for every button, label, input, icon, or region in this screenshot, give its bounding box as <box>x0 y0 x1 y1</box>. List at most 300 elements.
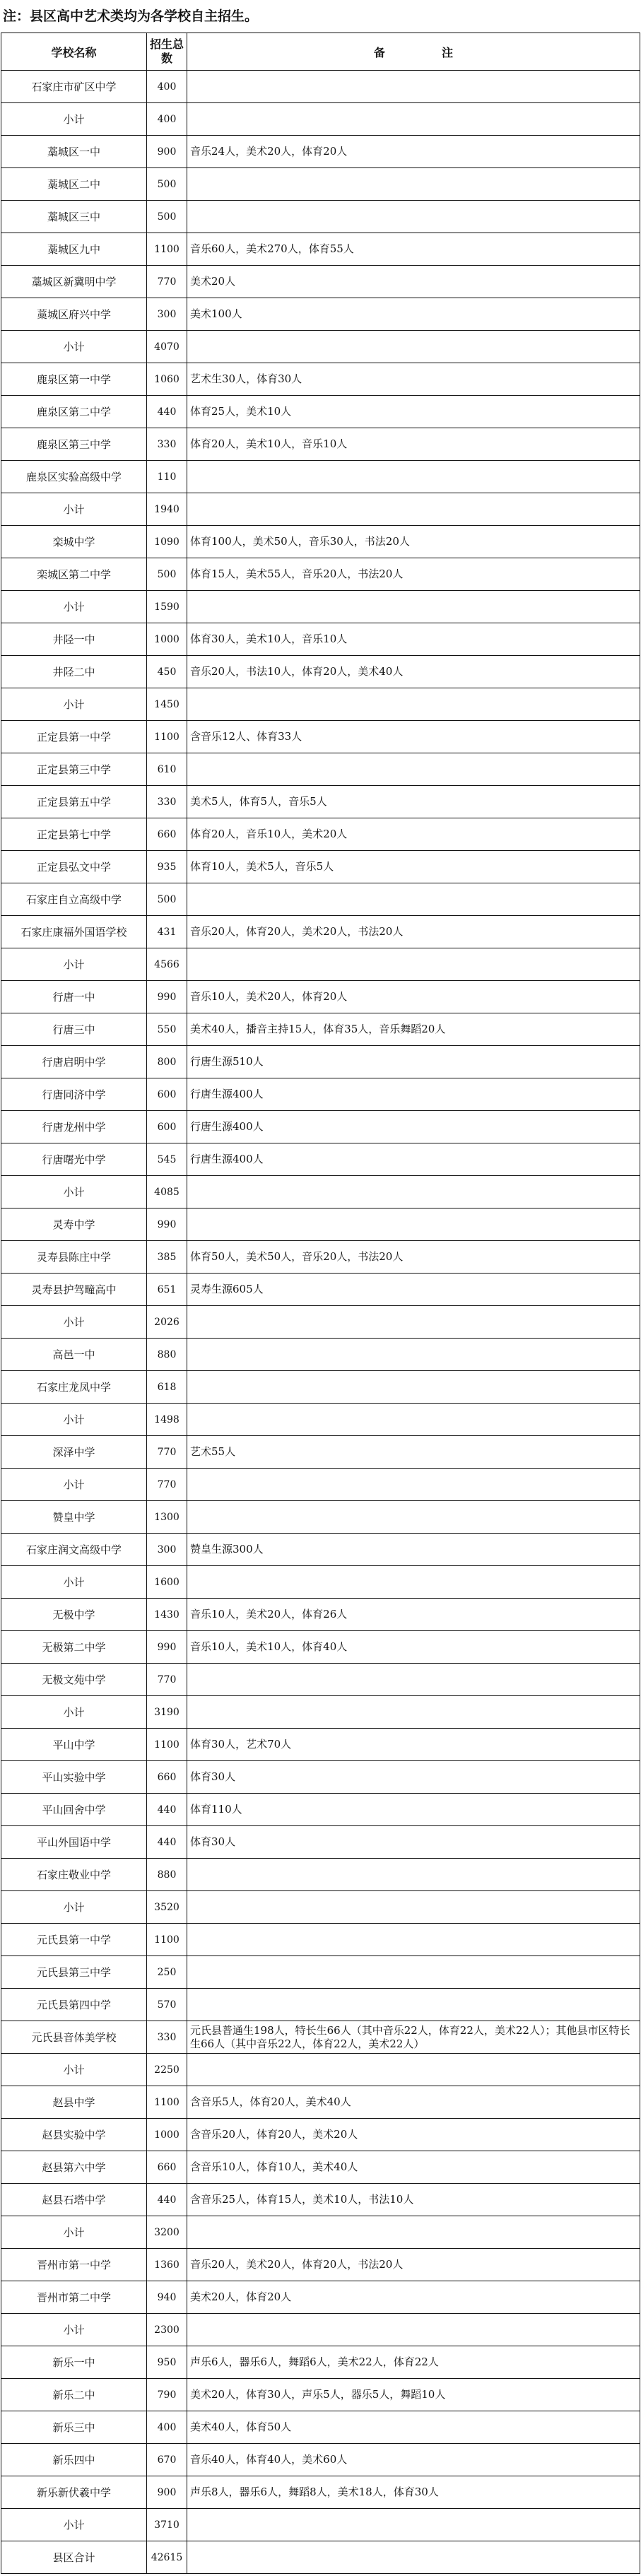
table-row <box>1 461 640 493</box>
remark-cell <box>187 1306 640 1339</box>
school-name-cell: 赵县实验中学 <box>1 2119 147 2151</box>
total-cell: 660 <box>147 2151 187 2184</box>
total-cell: 880 <box>147 1859 187 1891</box>
total-cell: 1100 <box>147 721 187 753</box>
remark-cell <box>187 688 640 721</box>
remark-cell: 行唐生源510人 <box>187 1046 640 1078</box>
school-name-cell: 行唐一中 <box>1 981 147 1013</box>
total-cell: 450 <box>147 656 187 688</box>
table-row <box>1 428 640 461</box>
remark-cell <box>187 1501 640 1534</box>
total-cell: 110 <box>147 461 187 493</box>
school-name-cell: 县区合计 <box>1 2541 147 2574</box>
total-cell: 500 <box>147 558 187 591</box>
total-cell: 670 <box>147 2444 187 2476</box>
table-row <box>1 2476 640 2509</box>
remark-cell: 含音乐10人，体育10人，美术40人 <box>187 2151 640 2184</box>
school-name-cell: 栾城中学 <box>1 526 147 558</box>
school-name-cell: 新乐一中 <box>1 2346 147 2379</box>
school-name-cell: 行唐启明中学 <box>1 1046 147 1078</box>
school-name-cell: 元氏县音体美学校 <box>1 2021 147 2054</box>
school-name-cell: 正定县第三中学 <box>1 753 147 786</box>
school-name-cell: 鹿泉区实验高级中学 <box>1 461 147 493</box>
total-cell: 300 <box>147 298 187 331</box>
total-cell: 500 <box>147 201 187 233</box>
table-row <box>1 201 640 233</box>
school-name-cell: 小计 <box>1 493 147 526</box>
enrollment-table <box>1 33 640 2574</box>
remark-cell <box>187 591 640 623</box>
school-name-cell: 元氏县第四中学 <box>1 1989 147 2021</box>
remark-cell: 含音乐20人，体育20人，美术20人 <box>187 2119 640 2151</box>
subtotal-row <box>1 493 640 526</box>
school-name-cell: 灵寿县陈庄中学 <box>1 1241 147 1274</box>
total-cell: 3520 <box>147 1891 187 1924</box>
table-row <box>1 883 640 916</box>
remark-cell: 艺术生30人，体育30人 <box>187 363 640 396</box>
table-row <box>1 1631 640 1664</box>
remark-cell: 体育10人，美术5人，音乐5人 <box>187 851 640 883</box>
remark-cell: 美术40人，体育50人 <box>187 2411 640 2444</box>
remark-cell: 音乐60人，美术270人，体育55人 <box>187 233 640 266</box>
school-name-cell: 深泽中学 <box>1 1436 147 1469</box>
total-cell: 400 <box>147 2411 187 2444</box>
subtotal-row <box>1 1176 640 1208</box>
remark-cell <box>187 71 640 103</box>
table-row <box>1 2281 640 2314</box>
remark-cell: 美术20人 <box>187 266 640 298</box>
remark-cell: 体育30人，艺术70人 <box>187 1729 640 1761</box>
table-row <box>1 233 640 266</box>
total-cell: 1000 <box>147 623 187 656</box>
total-cell: 42615 <box>147 2541 187 2574</box>
subtotal-row <box>1 103 640 136</box>
remark-cell: 美术40人，播音主持15人，体育35人，音乐舞蹈20人 <box>187 1013 640 1046</box>
table-row <box>1 1761 640 1794</box>
table-row <box>1 1664 640 1696</box>
school-name-cell: 行唐三中 <box>1 1013 147 1046</box>
total-cell: 250 <box>147 1956 187 1989</box>
school-name-cell: 小计 <box>1 1566 147 1599</box>
school-name-cell: 石家庄龙凤中学 <box>1 1371 147 1404</box>
remark-cell <box>187 1176 640 1208</box>
remark-cell <box>187 948 640 981</box>
school-name-cell: 正定县第七中学 <box>1 818 147 851</box>
remark-cell: 体育20人，美术10人，音乐10人 <box>187 428 640 461</box>
table-row <box>1 2021 640 2054</box>
total-cell: 550 <box>147 1013 187 1046</box>
school-name-cell: 赵县石塔中学 <box>1 2184 147 2216</box>
table-row <box>1 623 640 656</box>
total-cell: 1498 <box>147 1404 187 1436</box>
remark-cell: 行唐生源400人 <box>187 1111 640 1143</box>
school-name-cell: 小计 <box>1 331 147 363</box>
total-cell: 545 <box>147 1143 187 1176</box>
school-name-cell: 平山中学 <box>1 1729 147 1761</box>
remark-cell: 美术100人 <box>187 298 640 331</box>
school-name-cell: 新乐二中 <box>1 2379 147 2411</box>
table-row <box>1 1924 640 1956</box>
total-cell: 1940 <box>147 493 187 526</box>
subtotal-row <box>1 1566 640 1599</box>
table-row <box>1 1111 640 1143</box>
table-row <box>1 298 640 331</box>
school-name-cell: 行唐曙光中学 <box>1 1143 147 1176</box>
school-name-cell: 鹿泉区第一中学 <box>1 363 147 396</box>
header-school-name: 学校名称 <box>1 33 147 71</box>
school-name-cell: 高邑一中 <box>1 1339 147 1371</box>
subtotal-row <box>1 1404 640 1436</box>
table-row <box>1 363 640 396</box>
remark-cell: 声乐6人，器乐6人，舞蹈6人，美术22人，体育22人 <box>187 2346 640 2379</box>
subtotal-row <box>1 2216 640 2249</box>
total-cell: 570 <box>147 1989 187 2021</box>
table-row <box>1 1208 640 1241</box>
school-name-cell: 小计 <box>1 2314 147 2346</box>
school-name-cell: 石家庄康福外国语学校 <box>1 916 147 948</box>
total-cell: 900 <box>147 2476 187 2509</box>
table-row <box>1 1501 640 1534</box>
total-cell: 1600 <box>147 1566 187 1599</box>
total-cell: 940 <box>147 2281 187 2314</box>
remark-cell <box>187 1664 640 1696</box>
school-name-cell: 小计 <box>1 2216 147 2249</box>
remark-cell: 声乐8人，器乐6人，舞蹈8人，美术18人，体育30人 <box>187 2476 640 2509</box>
school-name-cell: 灵寿县护驾疃高中 <box>1 1274 147 1306</box>
school-name-cell: 小计 <box>1 1176 147 1208</box>
table-row <box>1 2119 640 2151</box>
school-name-cell: 小计 <box>1 591 147 623</box>
header-remark: 备 注 <box>187 33 640 71</box>
school-name-cell: 新乐新伏羲中学 <box>1 2476 147 2509</box>
remark-cell <box>187 2314 640 2346</box>
table-row <box>1 2151 640 2184</box>
subtotal-row <box>1 591 640 623</box>
table-row <box>1 1046 640 1078</box>
school-name-cell: 行唐同济中学 <box>1 1078 147 1111</box>
remark-cell: 音乐10人，美术20人，体育26人 <box>187 1599 640 1631</box>
table-row <box>1 1956 640 1989</box>
total-cell: 770 <box>147 1664 187 1696</box>
subtotal-row <box>1 331 640 363</box>
total-cell: 500 <box>147 168 187 201</box>
table-row <box>1 1599 640 1631</box>
remark-cell: 音乐40人，体育40人，美术60人 <box>187 2444 640 2476</box>
table-row <box>1 2249 640 2281</box>
table-row <box>1 1534 640 1566</box>
total-cell: 300 <box>147 1534 187 1566</box>
school-name-cell: 无极文苑中学 <box>1 1664 147 1696</box>
total-cell: 330 <box>147 428 187 461</box>
table-row <box>1 1371 640 1404</box>
total-cell: 400 <box>147 103 187 136</box>
total-cell: 660 <box>147 1761 187 1794</box>
table-row <box>1 818 640 851</box>
school-name-cell: 小计 <box>1 1696 147 1729</box>
total-cell: 500 <box>147 883 187 916</box>
remark-cell: 体育30人 <box>187 1761 640 1794</box>
total-cell: 770 <box>147 1436 187 1469</box>
remark-cell: 灵寿生源605人 <box>187 1274 640 1306</box>
remark-cell: 行唐生源400人 <box>187 1078 640 1111</box>
school-name-cell: 小计 <box>1 2509 147 2541</box>
table-row <box>1 1436 640 1469</box>
school-name-cell: 无极第二中学 <box>1 1631 147 1664</box>
table-row <box>1 1013 640 1046</box>
total-cell: 600 <box>147 1111 187 1143</box>
school-name-cell: 小计 <box>1 1469 147 1501</box>
table-row <box>1 786 640 818</box>
remark-cell: 含音乐5人，体育20人，美术40人 <box>187 2086 640 2119</box>
remark-cell: 艺术55人 <box>187 1436 640 1469</box>
remark-cell <box>187 1924 640 1956</box>
table-row <box>1 851 640 883</box>
subtotal-row <box>1 1696 640 1729</box>
remark-cell: 音乐20人，书法10人，体育20人，美术40人 <box>187 656 640 688</box>
total-cell: 1060 <box>147 363 187 396</box>
table-row <box>1 753 640 786</box>
table-row <box>1 2411 640 2444</box>
total-cell: 790 <box>147 2379 187 2411</box>
remark-cell: 音乐24人，美术20人，体育20人 <box>187 136 640 168</box>
table-row <box>1 721 640 753</box>
total-cell: 4070 <box>147 331 187 363</box>
school-name-cell: 新乐三中 <box>1 2411 147 2444</box>
total-cell: 2250 <box>147 2054 187 2086</box>
school-name-cell: 小计 <box>1 1306 147 1339</box>
remark-cell <box>187 1208 640 1241</box>
total-cell: 1100 <box>147 2086 187 2119</box>
total-cell: 1450 <box>147 688 187 721</box>
total-cell: 3200 <box>147 2216 187 2249</box>
remark-cell <box>187 2054 640 2086</box>
school-name-cell: 正定县第五中学 <box>1 786 147 818</box>
table-row <box>1 266 640 298</box>
school-name-cell: 小计 <box>1 948 147 981</box>
school-name-cell: 石家庄润文高级中学 <box>1 1534 147 1566</box>
school-name-cell: 藁城区新冀明中学 <box>1 266 147 298</box>
total-cell: 900 <box>147 136 187 168</box>
remark-cell <box>187 331 640 363</box>
table-row <box>1 396 640 428</box>
remark-cell: 体育25人，美术10人 <box>187 396 640 428</box>
table-row <box>1 2444 640 2476</box>
remark-cell: 含音乐12人、体育33人 <box>187 721 640 753</box>
school-name-cell: 无极中学 <box>1 1599 147 1631</box>
table-row <box>1 2346 640 2379</box>
subtotal-row <box>1 2054 640 2086</box>
school-name-cell: 小计 <box>1 1404 147 1436</box>
total-cell: 440 <box>147 1826 187 1859</box>
total-cell: 950 <box>147 2346 187 2379</box>
school-name-cell: 晋州市第二中学 <box>1 2281 147 2314</box>
total-cell: 3190 <box>147 1696 187 1729</box>
remark-cell <box>187 461 640 493</box>
remark-cell: 赞皇生源300人 <box>187 1534 640 1566</box>
subtotal-row <box>1 2509 640 2541</box>
school-name-cell: 藁城区府兴中学 <box>1 298 147 331</box>
table-row <box>1 168 640 201</box>
school-name-cell: 小计 <box>1 1891 147 1924</box>
total-cell: 660 <box>147 818 187 851</box>
total-cell: 800 <box>147 1046 187 1078</box>
remark-cell: 行唐生源400人 <box>187 1143 640 1176</box>
table-row <box>1 1989 640 2021</box>
remark-cell: 美术20人，体育30人，声乐5人，器乐5人，舞蹈10人 <box>187 2379 640 2411</box>
table-row <box>1 2184 640 2216</box>
table-row <box>1 656 640 688</box>
remark-cell <box>187 168 640 201</box>
total-cell: 990 <box>147 981 187 1013</box>
school-name-cell: 小计 <box>1 103 147 136</box>
total-cell: 440 <box>147 1794 187 1826</box>
table-row <box>1 1078 640 1111</box>
school-name-cell: 鹿泉区第三中学 <box>1 428 147 461</box>
total-cell: 770 <box>147 266 187 298</box>
school-name-cell: 石家庄敬业中学 <box>1 1859 147 1891</box>
total-cell: 4085 <box>147 1176 187 1208</box>
remark-cell <box>187 1371 640 1404</box>
school-name-cell: 赵县中学 <box>1 2086 147 2119</box>
table-row <box>1 981 640 1013</box>
remark-cell: 音乐10人，美术10人，体育40人 <box>187 1631 640 1664</box>
remark-cell <box>187 2541 640 2574</box>
total-cell: 440 <box>147 2184 187 2216</box>
school-name-cell: 正定县第一中学 <box>1 721 147 753</box>
school-name-cell: 晋州市第一中学 <box>1 2249 147 2281</box>
total-cell: 440 <box>147 396 187 428</box>
table-row <box>1 71 640 103</box>
total-cell: 330 <box>147 2021 187 2054</box>
school-name-cell: 小计 <box>1 688 147 721</box>
remark-cell <box>187 883 640 916</box>
school-name-cell: 井陉一中 <box>1 623 147 656</box>
total-cell: 610 <box>147 753 187 786</box>
remark-cell <box>187 201 640 233</box>
remark-cell: 音乐20人，美术20人，体育20人，书法20人 <box>187 2249 640 2281</box>
remark-cell <box>187 1566 640 1599</box>
total-cell: 770 <box>147 1469 187 1501</box>
grand-total-row <box>1 2541 640 2574</box>
school-name-cell: 元氏县第三中学 <box>1 1956 147 1989</box>
school-name-cell: 灵寿中学 <box>1 1208 147 1241</box>
total-cell: 618 <box>147 1371 187 1404</box>
total-cell: 990 <box>147 1631 187 1664</box>
table-row <box>1 1339 640 1371</box>
remark-cell: 体育110人 <box>187 1794 640 1826</box>
table-row <box>1 558 640 591</box>
school-name-cell: 藁城区二中 <box>1 168 147 201</box>
total-cell: 1100 <box>147 233 187 266</box>
remark-cell <box>187 1469 640 1501</box>
total-cell: 1100 <box>147 1924 187 1956</box>
remark-cell: 体育20人，音乐10人，美术20人 <box>187 818 640 851</box>
school-name-cell: 井陉二中 <box>1 656 147 688</box>
table-row <box>1 1859 640 1891</box>
remark-cell <box>187 493 640 526</box>
school-name-cell: 赵县第六中学 <box>1 2151 147 2184</box>
remark-cell: 音乐10人，美术20人，体育20人 <box>187 981 640 1013</box>
school-name-cell: 石家庄市矿区中学 <box>1 71 147 103</box>
total-cell: 600 <box>147 1078 187 1111</box>
remark-cell <box>187 1404 640 1436</box>
total-cell: 4566 <box>147 948 187 981</box>
school-name-cell: 石家庄自立高级中学 <box>1 883 147 916</box>
remark-cell <box>187 1956 640 1989</box>
table-row <box>1 1729 640 1761</box>
total-cell: 1360 <box>147 2249 187 2281</box>
total-cell: 2026 <box>147 1306 187 1339</box>
table-row <box>1 1241 640 1274</box>
table-row <box>1 526 640 558</box>
page-note: 注：县区高中艺术类均为各学校自主招生。 <box>3 8 259 24</box>
total-cell: 1000 <box>147 2119 187 2151</box>
school-name-cell: 新乐四中 <box>1 2444 147 2476</box>
remark-cell: 美术5人，体育5人，音乐5人 <box>187 786 640 818</box>
school-name-cell: 平山实验中学 <box>1 1761 147 1794</box>
remark-cell <box>187 1989 640 2021</box>
remark-cell: 含音乐25人，体育15人，美术10人，书法10人 <box>187 2184 640 2216</box>
subtotal-row <box>1 2314 640 2346</box>
subtotal-row <box>1 1306 640 1339</box>
remark-cell <box>187 1696 640 1729</box>
school-name-cell: 平山回舍中学 <box>1 1794 147 1826</box>
subtotal-row <box>1 688 640 721</box>
total-cell: 1090 <box>147 526 187 558</box>
remark-cell: 音乐20人，体育20人，美术20人，书法20人 <box>187 916 640 948</box>
total-cell: 935 <box>147 851 187 883</box>
total-cell: 651 <box>147 1274 187 1306</box>
remark-cell <box>187 1859 640 1891</box>
remark-cell <box>187 753 640 786</box>
remark-cell: 体育30人 <box>187 1826 640 1859</box>
total-cell: 1430 <box>147 1599 187 1631</box>
remark-cell <box>187 2509 640 2541</box>
total-cell: 1300 <box>147 1501 187 1534</box>
remark-cell: 元氏县普通生198人，特长生66人（其中音乐22人，体育22人，美术22人）；其他县市区特长生66人（其中音乐22人，体育22人，美术22人） <box>187 2021 640 2054</box>
subtotal-row <box>1 1469 640 1501</box>
table-header-row <box>1 33 640 71</box>
remark-cell: 体育30人，美术10人，音乐10人 <box>187 623 640 656</box>
table-row <box>1 1274 640 1306</box>
subtotal-row <box>1 1891 640 1924</box>
remark-cell: 体育15人，美术55人，音乐20人，书法20人 <box>187 558 640 591</box>
school-name-cell: 元氏县第一中学 <box>1 1924 147 1956</box>
total-cell: 330 <box>147 786 187 818</box>
table-row <box>1 916 640 948</box>
school-name-cell: 藁城区九中 <box>1 233 147 266</box>
total-cell: 880 <box>147 1339 187 1371</box>
school-name-cell: 行唐龙州中学 <box>1 1111 147 1143</box>
remark-cell: 体育100人，美术50人，音乐30人，书法20人 <box>187 526 640 558</box>
total-cell: 1100 <box>147 1729 187 1761</box>
remark-cell: 体育50人，美术50人，音乐20人，书法20人 <box>187 1241 640 1274</box>
remark-cell <box>187 103 640 136</box>
table-row <box>1 2086 640 2119</box>
total-cell: 1590 <box>147 591 187 623</box>
total-cell: 3710 <box>147 2509 187 2541</box>
school-name-cell: 平山外国语中学 <box>1 1826 147 1859</box>
remark-cell <box>187 1339 640 1371</box>
table-row <box>1 1143 640 1176</box>
total-cell: 2300 <box>147 2314 187 2346</box>
remark-cell: 美术20人，体育20人 <box>187 2281 640 2314</box>
school-name-cell: 藁城区三中 <box>1 201 147 233</box>
table-row <box>1 1794 640 1826</box>
total-cell: 431 <box>147 916 187 948</box>
total-cell: 400 <box>147 71 187 103</box>
school-name-cell: 栾城区第二中学 <box>1 558 147 591</box>
